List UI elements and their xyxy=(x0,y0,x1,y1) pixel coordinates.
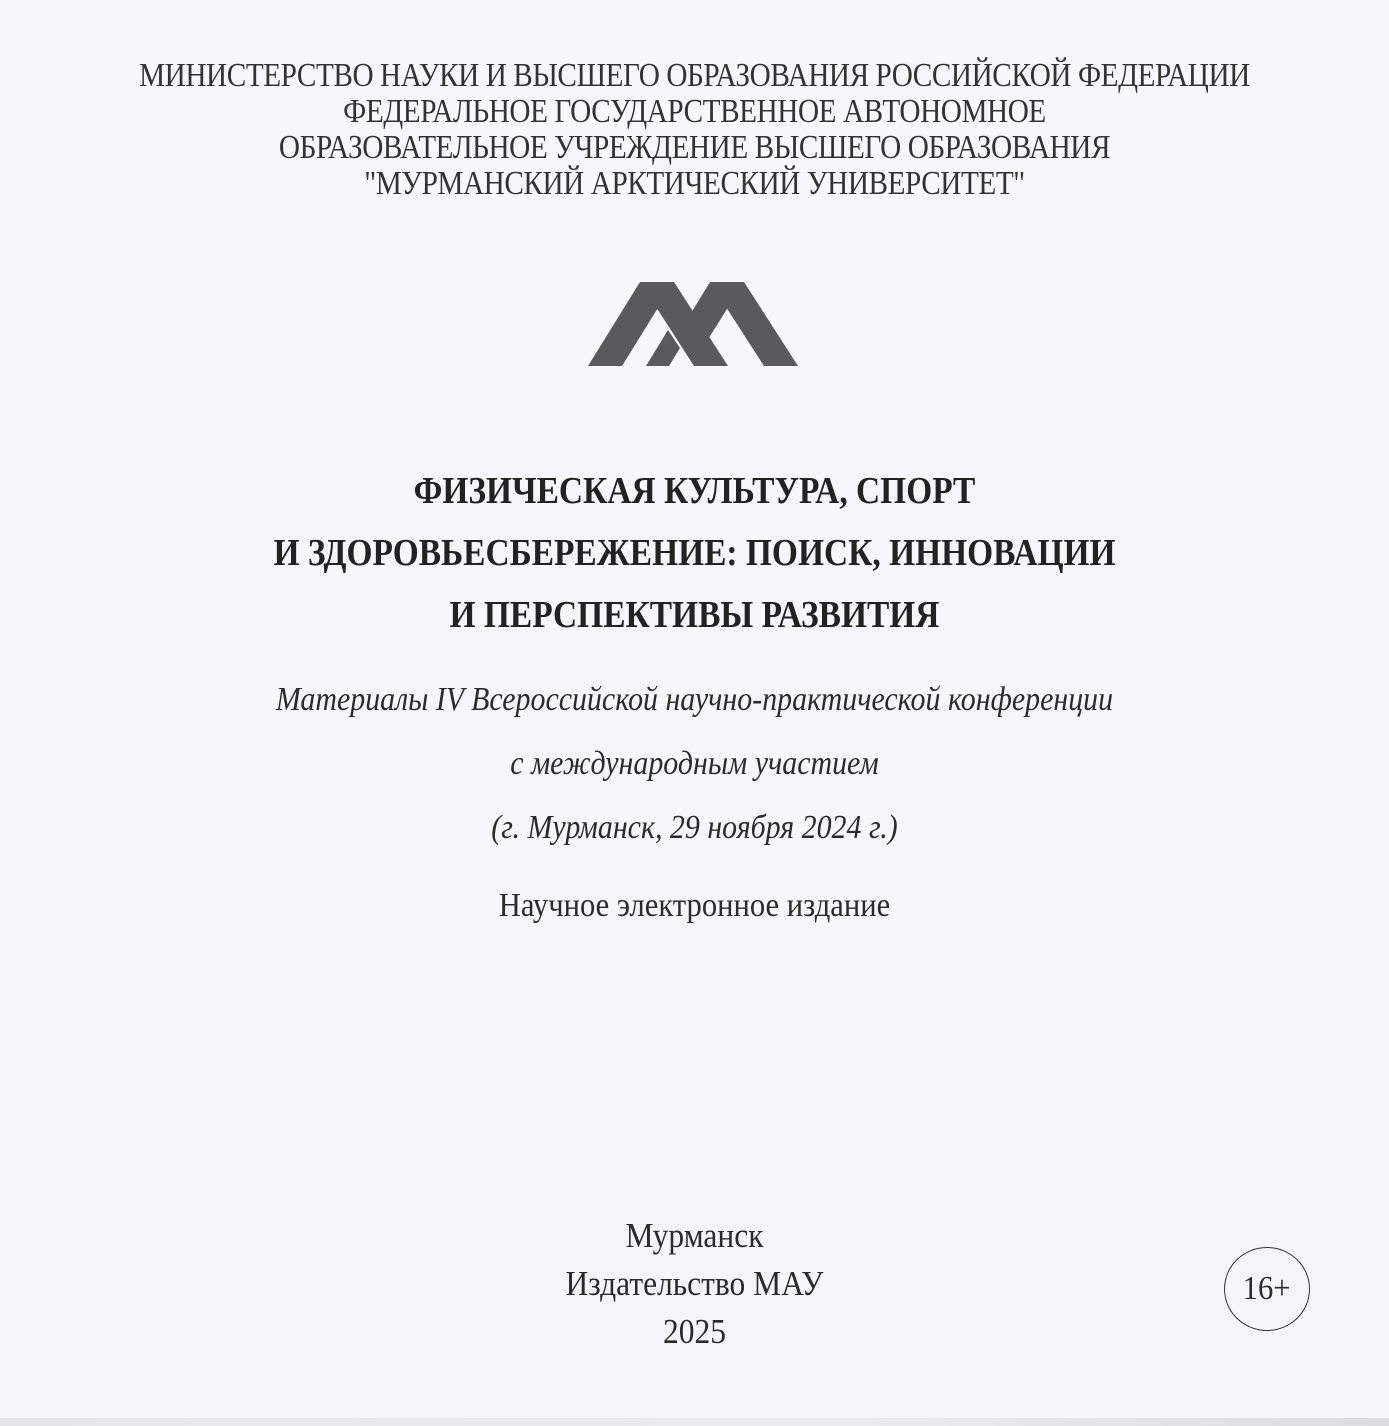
conference-date-location: (г. Мурманск, 29 ноября 2024 г.) xyxy=(491,809,898,846)
imprint-city: Мурманск xyxy=(625,1216,764,1255)
institution-header xyxy=(0,58,1389,202)
book-title xyxy=(0,460,1389,646)
subtitle-line-2: с международным участием xyxy=(510,745,879,782)
institution-type-line-1: ФЕДЕРАЛЬНОЕ ГОСУДАРСТВЕННОЕ АВТОНОМНОЕ xyxy=(343,93,1046,130)
imprint xyxy=(0,1212,1389,1356)
institution-type-line-2: ОБРАЗОВАТЕЛЬНОЕ УЧРЕЖДЕНИЕ ВЫСШЕГО ОБРАЗОВАНИЯ xyxy=(278,129,1111,166)
age-rating-label: 16+ xyxy=(1243,1270,1291,1307)
title-line-1: ФИЗИЧЕСКАЯ КУЛЬТУРА, СПОРТ xyxy=(413,470,976,512)
page-edge xyxy=(0,1418,1389,1426)
subtitle-line-1: Материалы IV Всероссийской научно-практической конференции xyxy=(275,681,1114,718)
university-logo-icon xyxy=(588,278,812,368)
edition-type: Научное электронное издание xyxy=(498,887,891,924)
university-name-line: "МУРМАНСКИЙ АРКТИЧЕСКИЙ УНИВЕРСИТЕТ" xyxy=(364,165,1025,202)
imprint-year: 2025 xyxy=(663,1312,726,1351)
conference-subtitle xyxy=(0,668,1389,860)
title-line-3: И ПЕРСПЕКТИВЫ РАЗВИТИЯ xyxy=(449,594,940,636)
imprint-publisher: Издательство МАУ xyxy=(565,1264,824,1303)
ministry-line: МИНИСТЕРСТВО НАУКИ И ВЫСШЕГО ОБРАЗОВАНИЯ РОССИЙСКОЙ ФЕДЕРАЦИИ xyxy=(139,57,1250,94)
age-rating-badge xyxy=(1224,1247,1310,1331)
title-line-2: И ЗДОРОВЬЕСБЕРЕЖЕНИЕ: ПОИСК, ИННОВАЦИИ xyxy=(273,532,1116,574)
